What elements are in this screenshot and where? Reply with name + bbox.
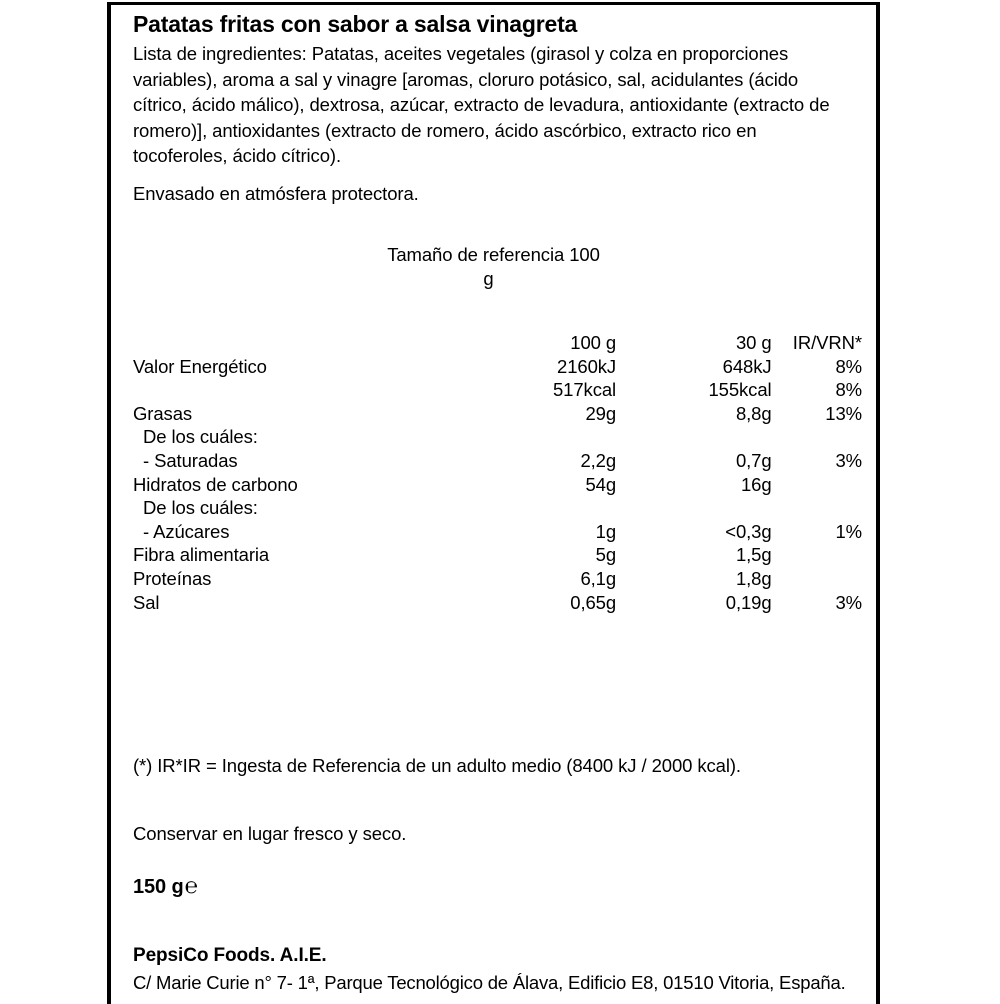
storage-instructions: Conservar en lugar fresco y seco.	[133, 822, 407, 844]
value-reference-intake	[772, 425, 862, 449]
header-per-serving: 30 g	[735, 332, 772, 353]
value-per-100g: 2160kJ	[557, 355, 617, 377]
nutrient-name: - Saturadas	[143, 449, 238, 471]
table-header-row	[133, 331, 862, 355]
company-address: C/ Marie Curie n° 7- 1ª, Parque Tecnológico de Álava, Edificio E8, 01510 Vitoria, España.	[133, 971, 846, 993]
nutrition-table-body	[133, 355, 862, 615]
nutrient-name: Grasas	[133, 402, 193, 424]
value-per-serving: 16g	[740, 473, 772, 495]
header-reference-intake: IR/VRN*	[792, 332, 862, 353]
nutrient-name: Hidratos de carbono	[133, 473, 298, 495]
value-reference-intake: 13%	[825, 402, 862, 424]
nutrition-table	[133, 331, 862, 614]
nutrient-name: Fibra alimentaria	[133, 544, 270, 566]
value-per-serving	[616, 425, 771, 449]
nutrient-name: Sal	[133, 591, 160, 613]
nutrient-name: - Azúcares	[143, 520, 230, 542]
table-row	[133, 449, 862, 473]
value-per-100g: 5g	[595, 544, 617, 566]
value-per-100g: 6,1g	[580, 567, 617, 589]
table-row	[133, 355, 862, 379]
value-per-100g: 0,65g	[570, 591, 617, 613]
packaging-note: Envasado en atmósfera protectora.	[133, 183, 419, 204]
value-per-100g: 2,2g	[580, 449, 617, 471]
company-name: PepsiCo Foods. A.I.E.	[133, 945, 327, 966]
nutrient-name: Valor Energético	[133, 355, 267, 377]
table-row	[133, 425, 862, 449]
table-row	[133, 543, 862, 567]
estimated-sign-icon: ℮	[184, 873, 198, 898]
table-row	[133, 473, 862, 497]
value-per-100g: 517kcal	[552, 379, 617, 401]
table-row	[133, 402, 862, 426]
nutrient-name	[133, 378, 439, 402]
table-row	[133, 520, 862, 544]
value-per-100g	[439, 496, 616, 520]
reference-size-line-2: g	[483, 268, 494, 289]
value-reference-intake	[772, 496, 862, 520]
nutrition-table-head	[133, 331, 862, 355]
net-weight-value: 150 g	[133, 876, 184, 898]
table-row	[133, 496, 862, 520]
reference-size-line-1: Tamaño de referencia 100	[387, 244, 600, 265]
nutrient-name: De los cuáles:	[143, 497, 258, 519]
table-row	[133, 378, 862, 402]
value-reference-intake	[772, 473, 862, 497]
value-per-100g	[439, 425, 616, 449]
value-per-100g: 29g	[585, 402, 617, 424]
value-reference-intake: 8%	[835, 355, 862, 377]
product-title: Patatas fritas con sabor a salsa vinagreta	[133, 11, 578, 37]
net-weight	[133, 874, 198, 899]
nutrient-name: Proteínas	[133, 567, 212, 589]
value-reference-intake	[772, 543, 862, 567]
value-reference-intake	[772, 567, 862, 591]
ingredients-list: Lista de ingredientes: Patatas, aceites vegetales (girasol y colza en proporciones variables), aroma a sal y vinagre [aromas, cloruro potásico, sal, acidulantes (ácido cítrico, ácido málico), dextrosa, azúcar, extracto de levadura, antioxidante (extracto de romero)], antioxidantes (extracto de romero, ácido ascórbico, extracto rico en tocoferoles, ácido cítrico).	[133, 43, 830, 167]
value-reference-intake: 8%	[835, 379, 862, 401]
value-per-serving: 648kJ	[722, 355, 772, 377]
value-per-serving: 0,7g	[735, 449, 772, 471]
value-per-serving	[616, 496, 771, 520]
header-per-100g: 100 g	[570, 332, 617, 353]
value-per-100g: 1g	[595, 520, 617, 542]
table-row	[133, 567, 862, 591]
value-reference-intake: 3%	[835, 591, 862, 613]
value-per-serving: 1,8g	[735, 567, 772, 589]
reference-size	[111, 243, 876, 291]
value-reference-intake: 1%	[835, 520, 862, 542]
label-content	[111, 5, 876, 1004]
reference-intake-footnote: (*) IR*IR = Ingesta de Referencia de un adulto medio (8400 kJ / 2000 kcal).	[133, 754, 741, 776]
value-reference-intake: 3%	[835, 449, 862, 471]
value-per-100g: 54g	[585, 473, 617, 495]
table-row	[133, 591, 862, 615]
value-per-serving: 8,8g	[735, 402, 772, 424]
nutrient-name: De los cuáles:	[143, 426, 258, 448]
value-per-serving: 155kcal	[708, 379, 772, 401]
header-nutrient	[133, 331, 439, 355]
nutrition-label-frame	[107, 2, 880, 1004]
value-per-serving: 1,5g	[735, 544, 772, 566]
value-per-serving: 0,19g	[725, 591, 772, 613]
value-per-serving: <0,3g	[725, 520, 772, 542]
